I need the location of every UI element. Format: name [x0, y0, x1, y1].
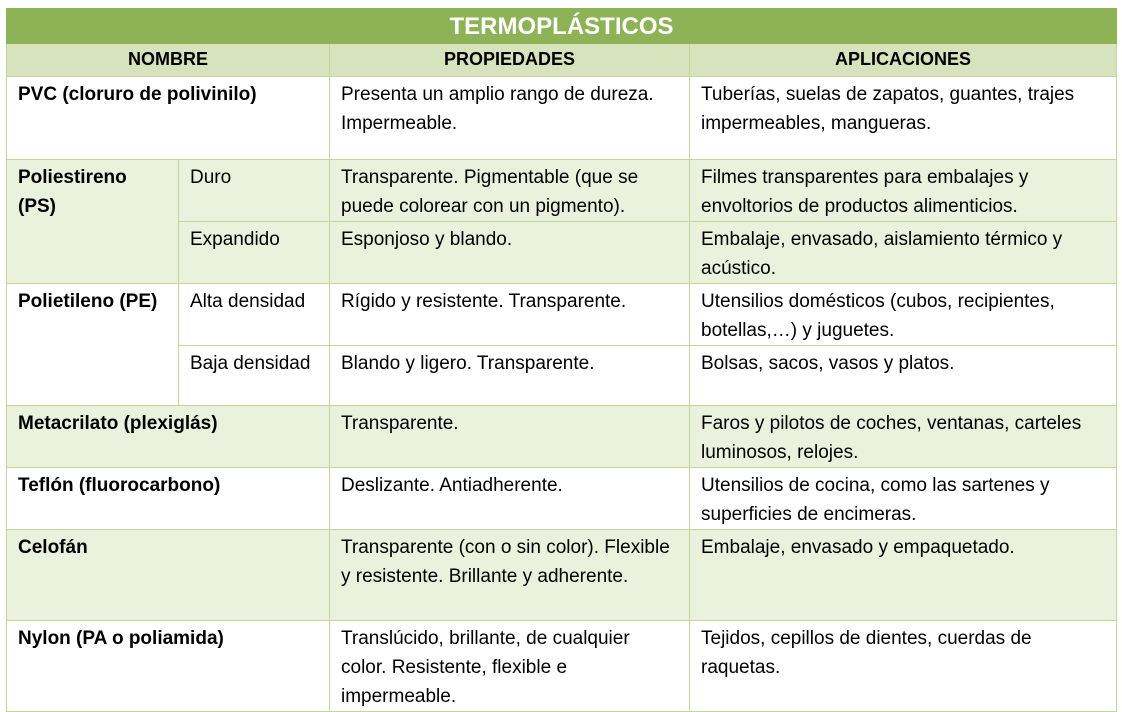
header-name: NOMBRE	[7, 44, 330, 77]
material-variant: Duro	[179, 160, 330, 222]
material-properties: Transparente.	[330, 406, 690, 468]
table-title: TERMOPLÁSTICOS	[7, 9, 1117, 44]
header-applications: APLICACIONES	[690, 44, 1117, 77]
material-applications: Embalaje, envasado y empaquetado.	[690, 530, 1117, 621]
material-applications: Utensilios domésticos (cubos, recipientes, botellas,…) y juguetes.	[690, 284, 1117, 346]
material-applications: Utensilios de cocina, como las sartenes y superficies de encimeras.	[690, 468, 1117, 530]
table-row	[7, 77, 1117, 160]
table-row	[7, 160, 1117, 222]
material-properties: Translúcido, brillante, de cualquier color. Resistente, flexible e impermeable.	[330, 621, 690, 712]
material-name: Metacrilato (plexiglás)	[7, 406, 330, 468]
material-variant: Baja densidad	[179, 346, 330, 406]
material-applications: Tejidos, cepillos de dientes, cuerdas de raquetas.	[690, 621, 1117, 712]
material-properties: Transparente (con o sin color). Flexible y resistente. Brillante y adherente.	[330, 530, 690, 621]
material-applications: Bolsas, sacos, vasos y platos.	[690, 346, 1117, 406]
table-row	[7, 468, 1117, 530]
table-row	[7, 406, 1117, 468]
table-row	[7, 284, 1117, 346]
material-name: Polietileno (PE)	[7, 284, 179, 406]
material-properties: Presenta un amplio rango de dureza. Impermeable.	[330, 77, 690, 160]
material-name: PVC (cloruro de polivinilo)	[7, 77, 330, 160]
material-name: Nylon (PA o poliamida)	[7, 621, 330, 712]
thermoplastics-table	[6, 8, 1117, 712]
material-properties: Deslizante. Antiadherente.	[330, 468, 690, 530]
header-properties: PROPIEDADES	[330, 44, 690, 77]
material-properties: Esponjoso y blando.	[330, 222, 690, 284]
material-name: Teflón (fluorocarbono)	[7, 468, 330, 530]
material-applications: Faros y pilotos de coches, ventanas, carteles luminosos, relojes.	[690, 406, 1117, 468]
material-properties: Blando y ligero. Transparente.	[330, 346, 690, 406]
material-variant: Alta densidad	[179, 284, 330, 346]
table-row	[7, 530, 1117, 621]
material-applications: Filmes transparentes para embalajes y envoltorios de productos alimenticios.	[690, 160, 1117, 222]
material-properties: Transparente. Pigmentable (que se puede colorear con un pigmento).	[330, 160, 690, 222]
material-name: Celofán	[7, 530, 330, 621]
material-applications: Embalaje, envasado, aislamiento térmico y acústico.	[690, 222, 1117, 284]
material-variant: Expandido	[179, 222, 330, 284]
table-row	[7, 621, 1117, 712]
material-properties: Rígido y resistente. Transparente.	[330, 284, 690, 346]
material-applications: Tuberías, suelas de zapatos, guantes, trajes impermeables, mangueras.	[690, 77, 1117, 160]
material-name: Poliestireno (PS)	[7, 160, 179, 284]
